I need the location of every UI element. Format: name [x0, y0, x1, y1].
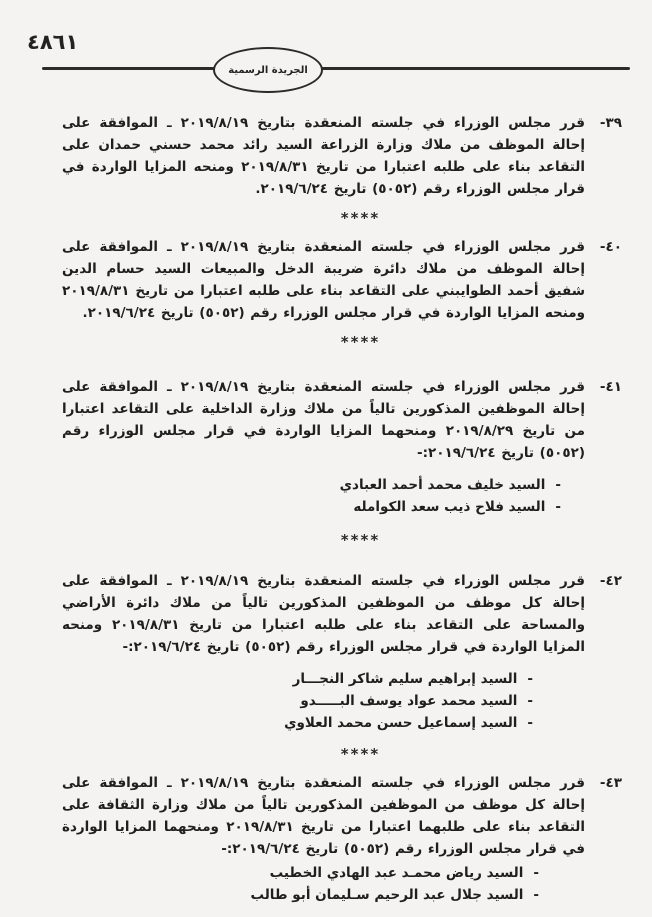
separator: ****: [340, 745, 381, 763]
item-number: ٤١-: [599, 379, 622, 395]
person-name: السيد رياض محمـد عبد الهادي الخطيب: [269, 865, 524, 881]
name-row: [62, 884, 539, 906]
person-name: السيد إبراهيم سليم شاكر النجـــار: [292, 671, 518, 687]
item-number: ٤٢-: [599, 573, 622, 589]
person-name: السيد فلاح ذيب سعد الكوامله: [353, 499, 546, 515]
dash-bullet: -: [555, 499, 561, 515]
gazette-title: الجريدة الرسمية: [228, 64, 308, 76]
item-number: ٤٣-: [599, 775, 622, 791]
item-number: ٤٠-: [599, 239, 622, 255]
person-name: السيد خليف محمد أحمد العبادي: [339, 477, 546, 493]
dash-bullet: -: [527, 715, 533, 731]
name-row: [62, 712, 533, 734]
person-name: السيد جلال عبد الرحيم سـليمان أبو طالب: [250, 887, 524, 903]
names-list: [62, 668, 585, 734]
name-row: [62, 668, 533, 690]
decision-item-43: [62, 772, 622, 906]
decision-item-39: [62, 112, 622, 200]
item-number: ٣٩-: [599, 115, 622, 131]
item-text: قرر مجلس الوزراء في جلسته المنعقدة بتاريخ ٢٠١٩/٨/١٩ ـ الموافقة على إحالة كل موظف من الموظفين المذكورين تالياً من ملاك وزارة الثقافة على التقاعد بناء على طلبهما اعتبارا من تاريخ ٢٠١٩/٨/٣١ ومنحهما المزايا الواردة في قرار مجلس الوزراء رقم (٥٠٥٢) تاريخ ٢٠١٩/٦/٢٤:-: [62, 775, 586, 857]
separator: ****: [340, 333, 381, 351]
page-number: ٤٨٦١: [27, 30, 79, 54]
item-text: قرر مجلس الوزراء في جلسته المنعقدة بتاريخ ٢٠١٩/٨/١٩ ـ الموافقة على إحالة الموظف من ملاك دائرة ضريبة الدخل والمبيعات السيد حسام الدين شفيق أحمد الطوايبني على التقاعد بناء على طلبه اعتبارا من تاريخ ٢٠١٩/٨/٣١ ومنحه المزايا الواردة في قرار مجلس الوزراء رقم (٥٠٥٢) تاريخ ٢٠١٩/٦/٢٤.: [62, 239, 586, 321]
names-list: [62, 474, 585, 518]
dash-bullet: -: [533, 865, 539, 881]
name-row: [62, 496, 561, 518]
names-list: [62, 862, 585, 906]
dash-bullet: -: [527, 671, 533, 687]
name-row: [62, 690, 533, 712]
person-name: السيد محمد عواد يوسف البـــــدو: [300, 693, 518, 709]
item-text: قرر مجلس الوزراء في جلسته المنعقدة بتاريخ ٢٠١٩/٨/١٩ ـ الموافقة على إحالة كل موظف من الموظفين المذكورين تالياً من ملاك دائرة الأراضي والمساحة على التقاعد بناء على طلبه اعتبارا من تاريخ ٢٠١٩/٨/٣١ ومنحه المزايا الواردة في قرار مجلس الوزراء رقم (٥٠٥٢) تاريخ ٢٠١٩/٦/٢٤:-: [62, 573, 586, 655]
decisions-content: [62, 112, 622, 906]
dash-bullet: -: [527, 693, 533, 709]
separator: ****: [340, 209, 381, 227]
item-text: قرر مجلس الوزراء في جلسته المنعقدة بتاريخ ٢٠١٩/٨/١٩ ـ الموافقة على إحالة الموظفين المذكورين تالياً من ملاك وزارة الداخلية على التقاعد اعتبارا من تاريخ ٢٠١٩/٨/٢٩ ومنحهما المزايا الواردة في قرار مجلس الوزراء رقم (٥٠٥٢) تاريخ ٢٠١٩/٦/٢٤:-: [62, 379, 586, 461]
masthead-rule: [42, 67, 630, 70]
dash-bullet: -: [555, 477, 561, 493]
name-row: [62, 862, 539, 884]
decision-item-42: [62, 570, 622, 734]
person-name: السيد إسماعيل حسن محمد العلاوي: [284, 715, 518, 731]
item-text: قرر مجلس الوزراء في جلسته المنعقدة بتاريخ ٢٠١٩/٨/١٩ ـ الموافقة على إحالة الموظف من ملاك وزارة الزراعة السيد رائد محمد حسني حمدان على التقاعد بناء على طلبه اعتبارا من تاريخ ٢٠١٩/٨/٣١ ومنحه المزايا الواردة في قرار مجلس الوزراء رقم (٥٠٥٢) تاريخ ٢٠١٩/٦/٢٤.: [62, 115, 586, 197]
decision-item-41: [62, 376, 622, 518]
separator: ****: [340, 531, 381, 549]
name-row: [62, 474, 561, 496]
decision-item-40: [62, 236, 622, 324]
masthead-badge: [213, 47, 323, 93]
dash-bullet: -: [533, 887, 539, 903]
